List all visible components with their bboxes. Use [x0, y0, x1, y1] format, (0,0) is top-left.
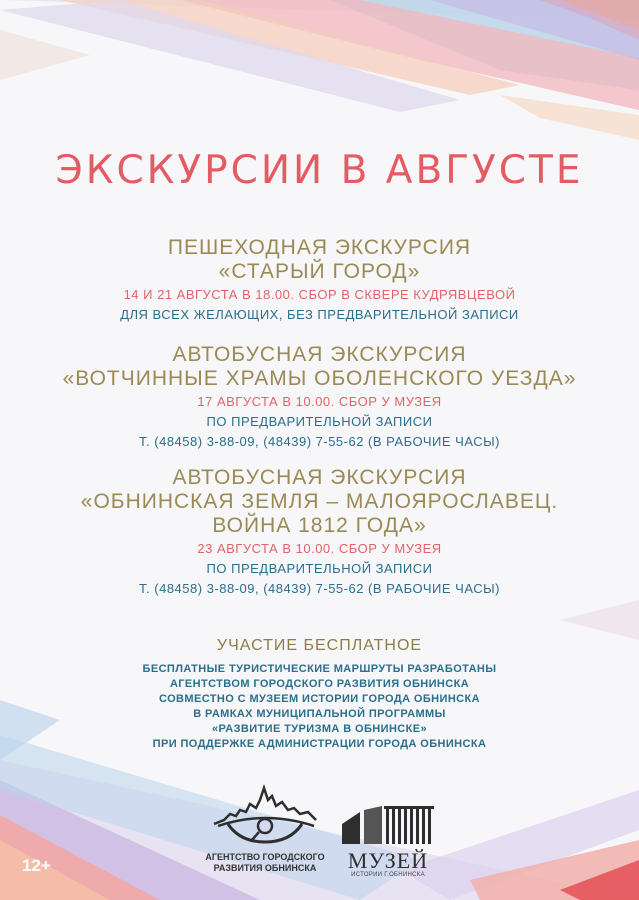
tour-heading-line: ПЕШЕХОДНАЯ ЭКСКУРСИЯ [167, 236, 472, 259]
credits-line: «РАЗВИТИЕ ТУРИЗМА В ОБНИНСКЕ» [211, 723, 428, 735]
credits-line: АГЕНТСТВОМ ГОРОДСКОГО РАЗВИТИЯ ОБНИНСКА [169, 678, 470, 690]
museum-logo [333, 802, 443, 882]
tour-note: ПО ПРЕДВАРИТЕЛЬНОЙ ЗАПИСИ [206, 414, 433, 429]
credits-block [0, 662, 639, 752]
tour-heading-line: «ОБНИНСКАЯ ЗЕМЛЯ – МАЛОЯРОСЛАВЕЦ. [80, 490, 559, 513]
tour-date: 17 АВГУСТА В 10.00. СБОР У МУЗЕЯ [197, 394, 442, 409]
tour-heading-line: АВТОБУСНАЯ ЭКСКУРСИЯ [172, 466, 467, 489]
tour-bus-maloyaroslavets [0, 466, 639, 599]
tour-phone: Т. (48458) 3-88-09, (48439) 7-55-62 (В РАБОЧИЕ ЧАСЫ) [139, 581, 500, 596]
tour-heading-line: «ВОТЧИННЫЕ ХРАМЫ ОБОЛЕНСКОГО УЕЗДА» [62, 367, 577, 390]
tour-heading-line: «СТАРЫЙ ГОРОД» [218, 260, 421, 283]
tour-date: 23 АВГУСТА В 10.00. СБОР У МУЗЕЯ [197, 541, 442, 556]
museum-logo-word: МУЗЕЙ [347, 848, 429, 873]
tour-bus-temples [0, 343, 639, 452]
tour-date: 14 И 21 АВГУСТА В 18.00. СБОР В СКВЕРЕ КУДРЯВЦЕВОЙ [123, 287, 516, 302]
tour-walking [0, 236, 639, 325]
tour-heading-line: ВОЙНА 1812 ГОДА» [212, 514, 427, 537]
age-rating-badge: 12+ [22, 856, 51, 875]
agency-logo [200, 780, 330, 880]
credits-line: В РАМКАХ МУНИЦИПАЛЬНОЙ ПРОГРАММЫ [193, 708, 446, 720]
tour-heading-line: АВТОБУСНАЯ ЭКСКУРСИЯ [172, 343, 467, 366]
tour-note: ПО ПРЕДВАРИТЕЛЬНОЙ ЗАПИСИ [206, 561, 433, 576]
tour-phone: Т. (48458) 3-88-09, (48439) 7-55-62 (В РАБОЧИЕ ЧАСЫ) [139, 434, 500, 449]
poster-title: ЭКСКУРСИИ В АВГУСТЕ [55, 148, 584, 193]
credits-line: СОВМЕСТНО С МУЗЕЕМ ИСТОРИИ ГОРОДА ОБНИНСКА [159, 693, 480, 705]
tour-note: ДЛЯ ВСЕХ ЖЕЛАЮЩИХ, БЕЗ ПРЕДВАРИТЕЛЬНОЙ ЗАПИСИ [120, 307, 519, 322]
agency-logo-caption-line: РАЗВИТИЯ ОБНИНСКА [213, 863, 317, 873]
agency-logo-caption-line: АГЕНТСТВО ГОРОДСКОГО [205, 852, 325, 862]
museum-logo-sub: ИСТОРИИ Г.ОБНИНСКА [351, 872, 425, 878]
free-participation: УЧАСТИЕ БЕСПЛАТНОЕ [216, 637, 423, 654]
agency-skyline-logo-icon [210, 780, 320, 848]
credits-line: ПРИ ПОДДЕРЖКЕ АДМИНИСТРАЦИИ ГОРОДА ОБНИНСКА [152, 738, 487, 750]
credits-line: БЕСПЛАТНЫЕ ТУРИСТИЧЕСКИЕ МАРШРУТЫ РАЗРАБОТАНЫ [142, 663, 497, 675]
museum-building-logo-icon [338, 802, 438, 846]
